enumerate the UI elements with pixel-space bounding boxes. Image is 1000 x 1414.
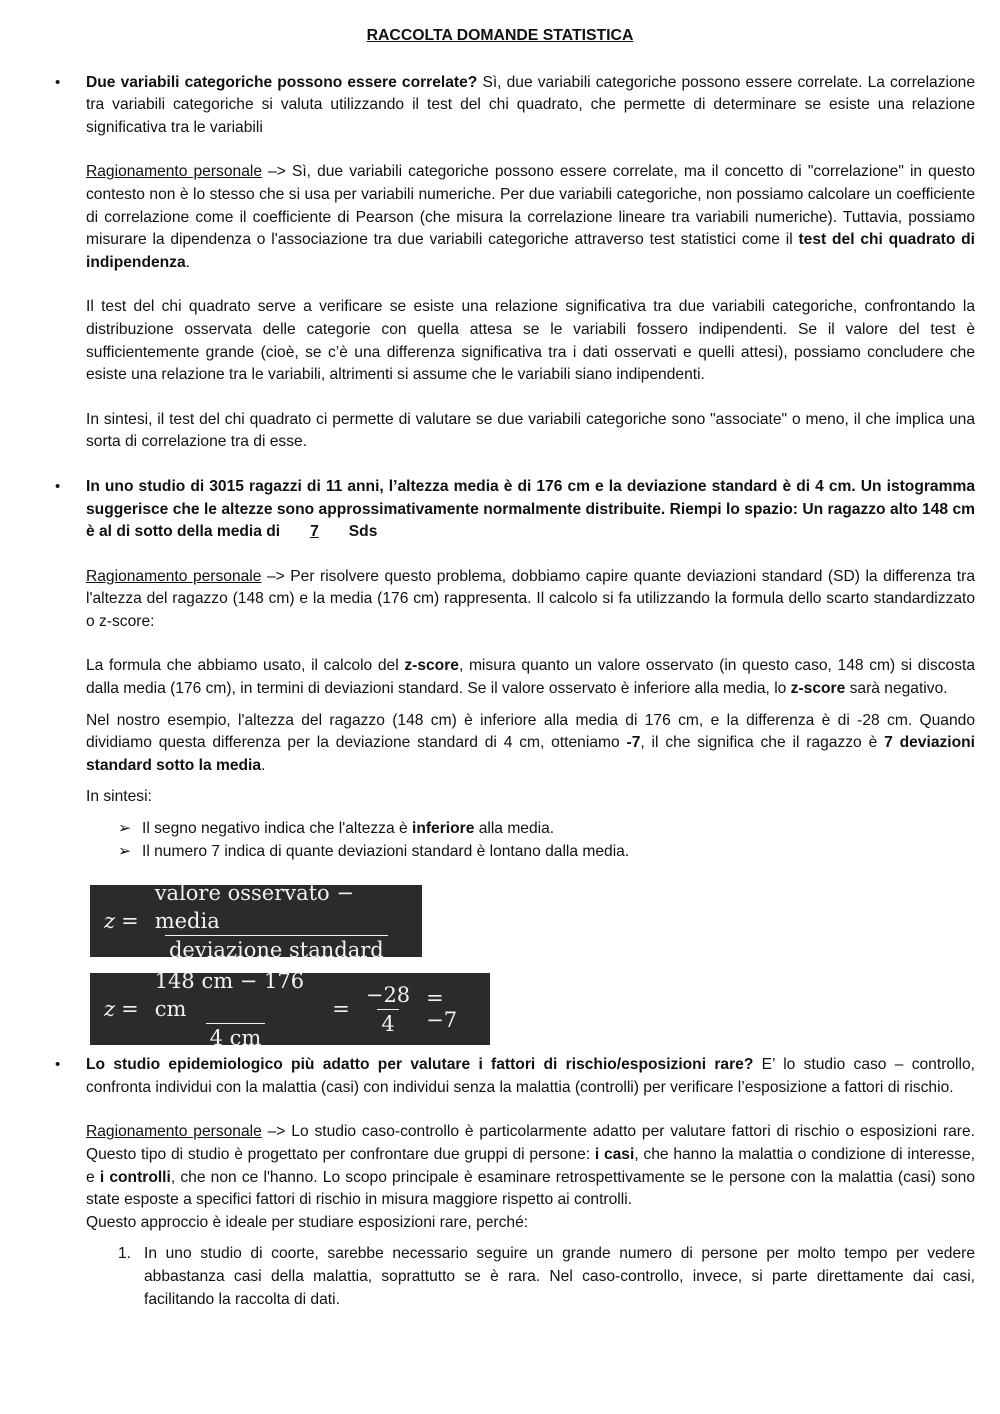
arrow-bullet-icon: ➢ [118,842,132,860]
question-1-heading: Due variabili categoriche possono essere correlate? [86,73,478,91]
question-2-text: In uno studio di 3015 ragazzi di 11 anni, l’altezza media è di 176 cm e la deviazione standard è di 4 cm. Un istogramma suggerisce che le altezze sono approssimativamente normalmente distribuite. Riempi lo spazio: Un ragazzo alto 148 cm è al di sotto della media di 7 Sds [86,476,975,544]
reasons-list [118,1243,975,1311]
question-1-reasoning: Ragionamento personale –> Sì, due variabili categoriche possono essere correlate, ma il concetto di "correlazione" in questo contesto non è lo stesso che si usa per variabili numeriche. Per due variabili categoriche, non possiamo calcolare un coefficiente di correlazione come il coefficiente di Pearson (che misura la correlazione lineare tra variabili numeriche). Tuttavia, possiamo misurare la dipendenza o l'associazione tra due variabili categoriche attraverso test statistici come il test del chi quadrato di indipendenza. [86,163,975,271]
question-block-2 [55,476,976,1050]
fill-blank-answer: 7 [310,523,319,541]
question-2-paragraph-2: La formula che abbiamo usato, il calcolo del z-score, misura quanto un valore osservato (in questo caso, 148 cm) si discosta dalla media (176 cm), in termini di deviazioni standard. Se il valore osservato è inferiore alla media, lo z-score sarà negativo. [86,657,975,698]
z-score-calculation-image: z = $\frac{148 cm - 176 cm}{4 cm}$ = $\frac{-28}{4}$ = −7 [90,973,490,1045]
summary-list [118,818,975,863]
z-score-formula-image: z = $\frac{\text{valore osservato − media}}{\text{deviazione standard}}$ [90,885,422,957]
question-block-3 [55,1054,976,1311]
question-3-intro: Questo approccio è ideale per studiare esposizioni rare, perché: [86,1213,529,1231]
reasoning-label: Ragionamento personale [86,567,262,585]
list-item: 1. In uno studio di coorte, sarebbe necessario seguire un grande numero di persone per molto tempo per vedere abbastanza casi della malattia, soprattutto se è rara. Nel caso-controllo, invece, si parte direttamente dai casi, facilitando la raccolta di dati. [118,1245,975,1308]
bullet-icon: • [55,1056,61,1074]
question-1-paragraph-2: Il test del chi quadrato serve a verificare se esiste una relazione significativa tra due variabili categoriche, confrontando la distribuzione osservata delle categorie con quella attesa se le variabili fossero indipendenti. Se il valore del test è sufficientemente grande (cioè, se c’è una differenza significativa tra i dati osservati e quelli attesi), possiamo concludere che esiste una relazione tra le variabili, altrimenti si assume che le variabili siano indipendenti. [86,298,975,384]
reasoning-label: Ragionamento personale [86,1123,262,1141]
question-3-text: Lo studio epidemiologico più adatto per valutare i fattori di rischio/esposizioni rare? E’ lo studio caso – controllo, confronta individui con la malattia (casi) con individui senza la malattia (controlli) per verificare l’esposizione a fattori di rischio. [86,1056,975,1096]
question-1-text [86,72,975,140]
summary-label: In sintesi: [86,788,152,806]
page-title: RACCOLTA DOMANDE STATISTICA [366,27,634,44]
question-block-1 [55,72,975,454]
question-2-paragraph-3: Nel nostro esempio, l'altezza del ragazzo (148 cm) è inferiore alla media di 176 cm, e la differenza è di -28 cm. Quando dividiamo questa differenza per la deviazione standard di 4 cm, otteniamo -7, il che significa che il ragazzo è 7 deviazioni standard sotto la media. [86,711,975,774]
question-2-reasoning: Ragionamento personale –> Per risolvere questo problema, dobbiamo capire quante deviazioni standard (SD) la differenza tra l'altezza del ragazzo (148 cm) e la media (176 cm) rappresenta. Il calcolo si fa utilizzando la formula dello scarto standardizzato o z-score: [86,567,976,630]
question-3-reasoning: Ragionamento personale –> Lo studio caso-controllo è particolarmente adatto per valutare fattori di rischio o esposizioni rare. Questo tipo di studio è progettato per confrontare due gruppi di persone: i casi, che hanno la malattia o condizione di interesse, e i controlli, che non ce l'hanno. Lo scopo principale è esaminare retrospettivamente se le persone con la malattia (casi) sono state esposte a specifici fattori di rischio in misura maggiore rispetto ai controlli. [86,1123,976,1209]
question-1-answer: Sì, due variabili categoriche possono essere correlate. La correlazione tra variabili categoriche si valuta utilizzando il test del chi quadrato, che permette di determinare se esiste una relazione significativa tra le variabili [86,73,975,136]
arrow-bullet-icon: ➢ [118,820,132,838]
reasoning-label: Ragionamento personale [86,163,262,181]
list-item: ➢ Il segno negativo indica che l'altezza è inferiore alla media. [118,818,975,841]
bullet-icon: • [55,477,61,495]
bullet-icon: • [55,73,61,91]
question-1-paragraph-3: In sintesi, il test del chi quadrato ci permette di valutare se due variabili categoriche sono "associate" o meno, il che implica una sorta di correlazione tra di esse. [86,410,975,451]
question-3-heading: Lo studio epidemiologico più adatto per valutare i fattori di rischio/esposizioni rare? [86,1056,754,1074]
list-item: ➢ Il numero 7 indica di quante deviazioni standard è lontano dalla media. [118,841,975,864]
